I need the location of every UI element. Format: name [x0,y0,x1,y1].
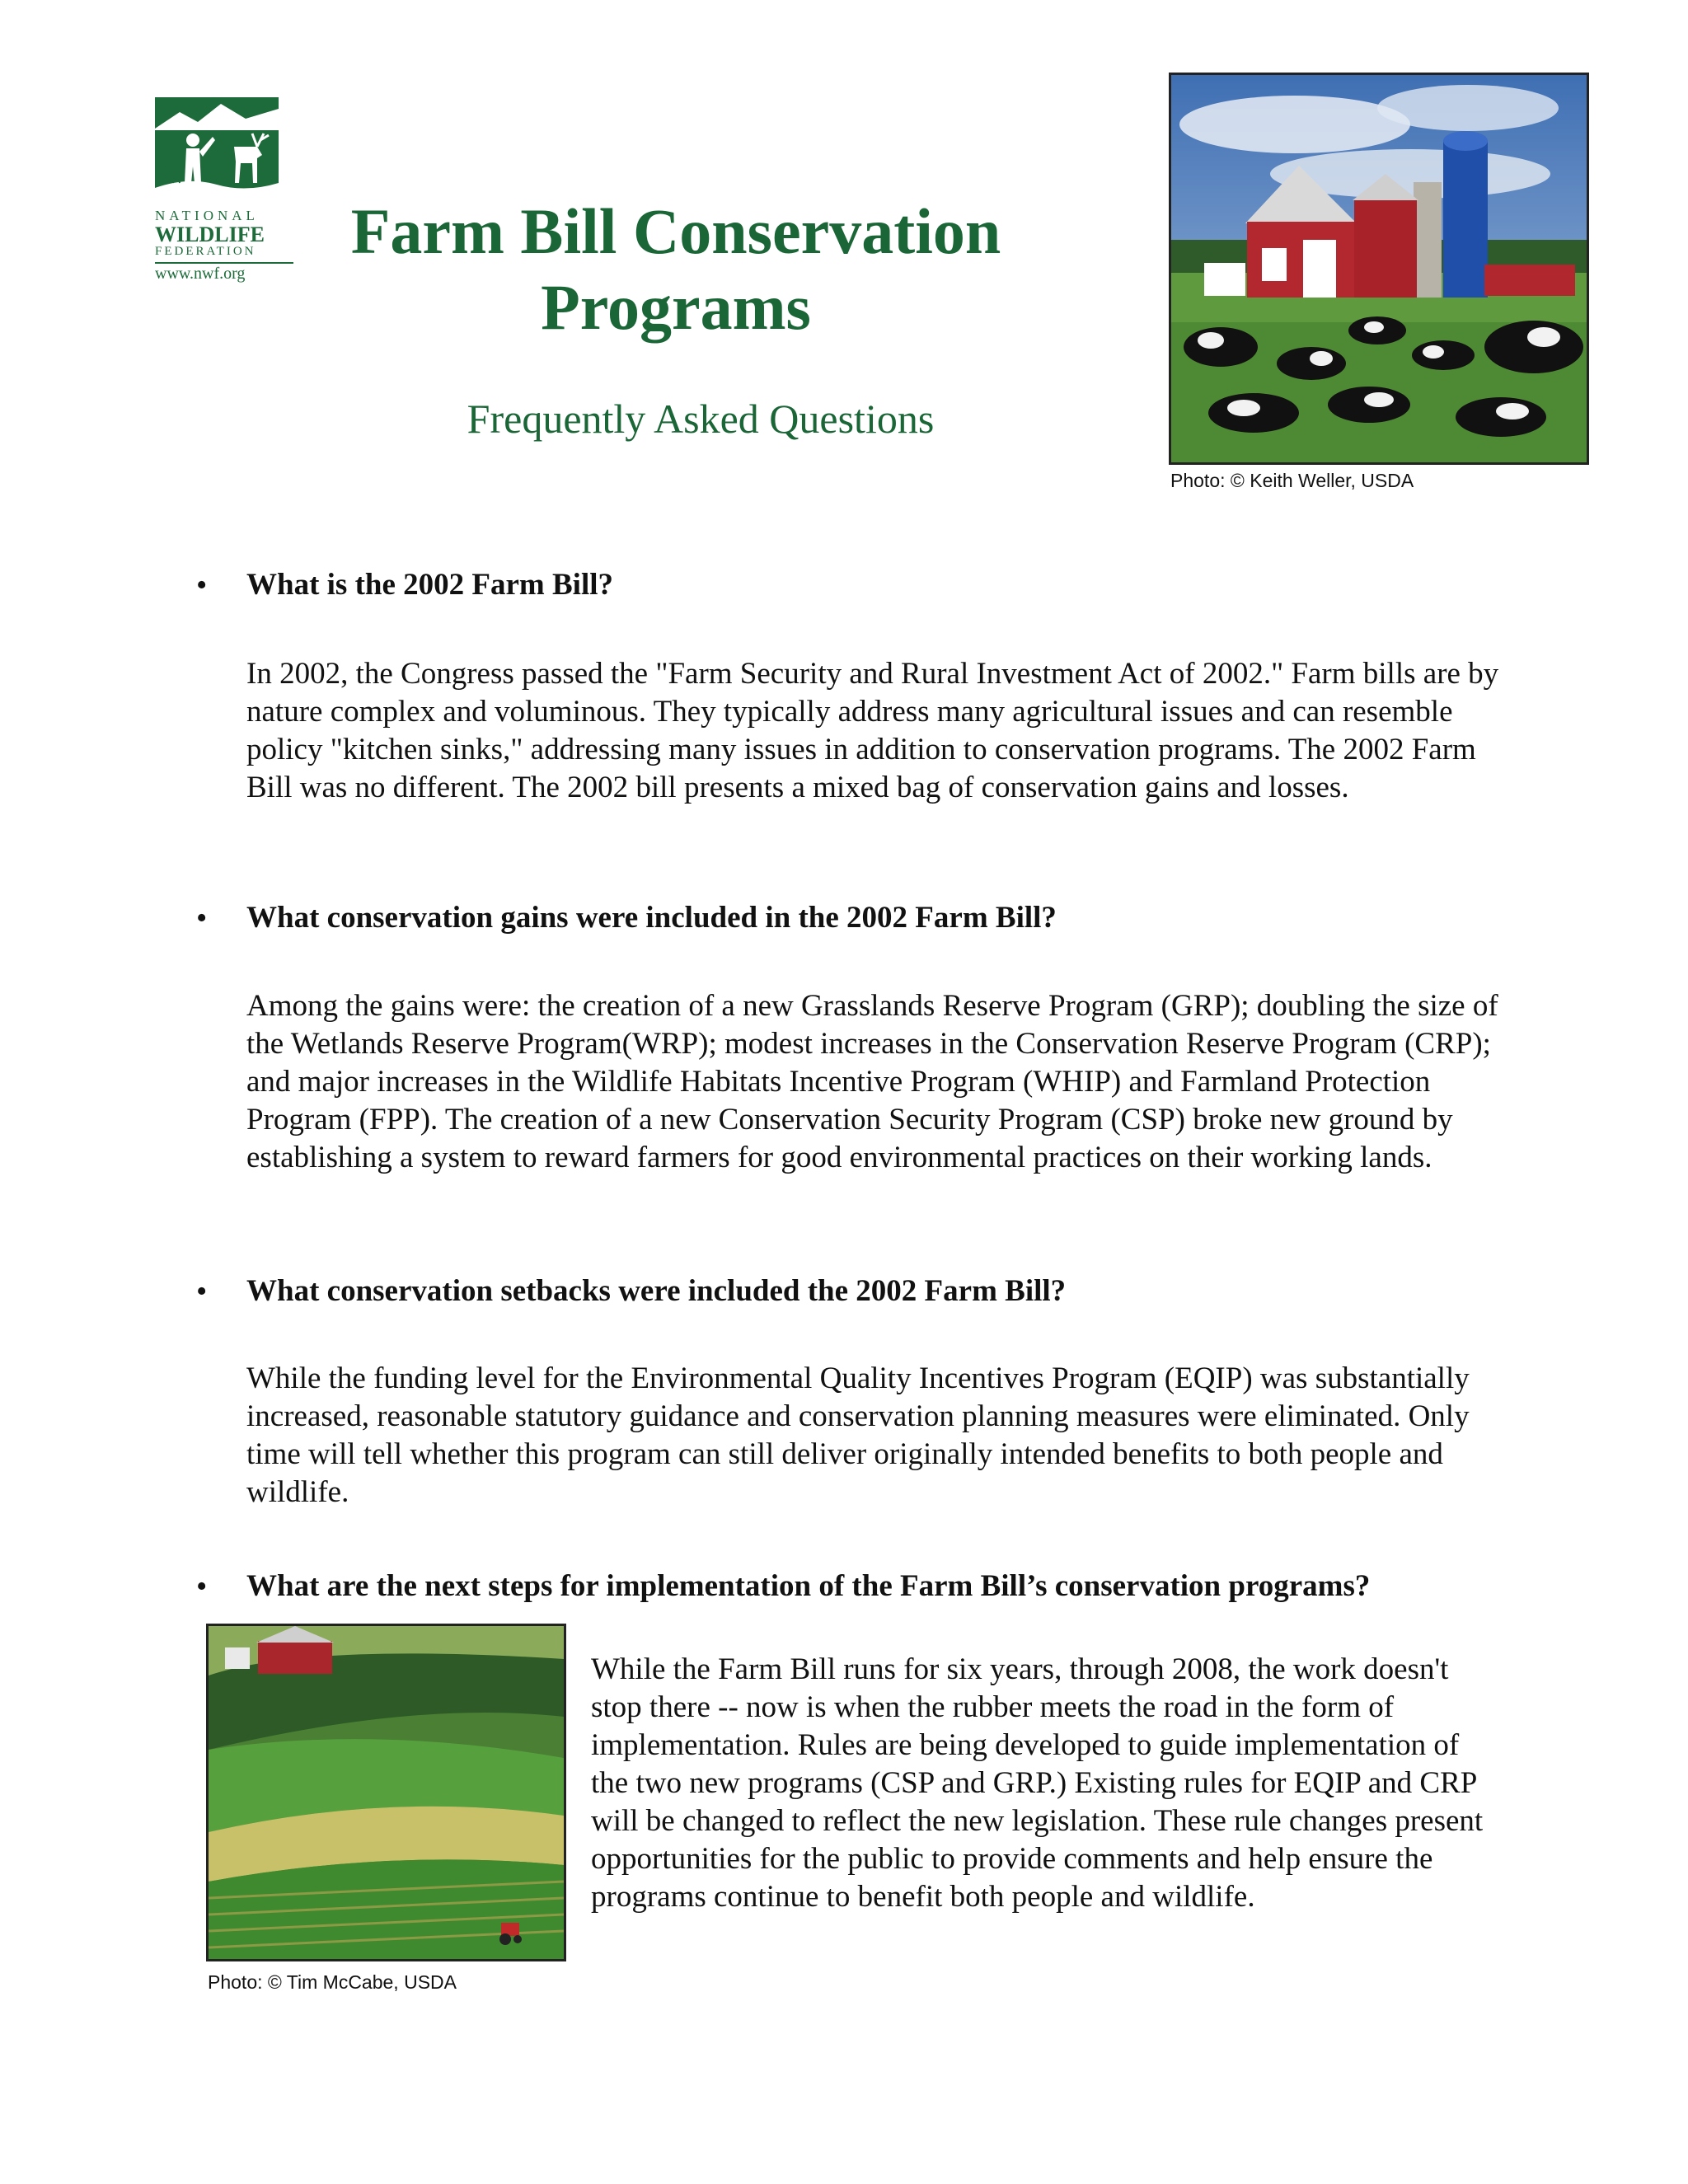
nwf-wordmark [155,209,293,283]
nwf-logo [155,97,293,283]
farm-cows-photo [1169,73,1589,465]
faq-bullet-1: • [196,568,208,602]
faq-bullet-2: • [196,901,208,935]
faq-question-3: What conservation setbacks were included the 2002 Farm Bill? [246,1274,1067,1308]
farm-fields-illustration [209,1626,564,1959]
logo-url: www.nwf.org [155,262,293,283]
faq-answer-1: In 2002, the Congress passed the "Farm Security and Rural Investment Act of 2002." Farm bills are by nature complex and voluminous. They typically address many agricultural issues and can resemble policy "kitchen sinks," addressing many issues in addition to conservation programs. The 2002 Farm Bill was no different. The 2002 bill presents a mixed bag of conservation gains and losses. [246,657,1499,804]
faq-question-4: What are the next steps for implementation of the Farm Bill’s conservation programs? [246,1569,1371,1603]
bottom-photo-caption: Photo: © Tim McCabe, USDA [208,1971,457,1993]
faq-answer-4: While the Farm Bill runs for six years, through 2008, the work doesn't stop there -- now is when the rubber meets the road in the form of implementation. Rules are being developed to guide implementation of the two new programs (CSP and GRP.) Existing rules for EQIP and CRP will be changed to reflect the new legislation. These rule changes present opportunities for the public to provide comments and help ensure the programs continue to benefit both people and wildlife. [591,1652,1484,1914]
faq-bullet-4: • [196,1569,208,1604]
top-photo-caption: Photo: © Keith Weller, USDA [1170,470,1414,491]
page-title [313,194,1039,345]
logo-federation: FEDERATION [155,245,256,259]
nwf-logo-mark [155,97,279,199]
page-subtitle: Frequently Asked Questions [467,396,935,442]
faq-question-2: What conservation gains were included in the 2002 Farm Bill? [246,901,1057,935]
faq-question-1: What is the 2002 Farm Bill? [246,568,614,602]
family-deer-emblem-icon [155,97,279,199]
logo-national: NATIONAL [155,208,259,223]
page-title-line-1: Farm Bill Conservation [350,195,1001,267]
page-title-line-2: Programs [541,271,811,343]
farm-fields-photo [206,1624,566,1961]
faq-answer-2: Among the gains were: the creation of a new Grasslands Reserve Program (GRP); doubling the size of the Wetlands Reserve Program(WRP); modest increases in the Conservation Reserve Program (CRP); and major increases in the Wildlife Habitats Incentive Program (WHIP) and Farmland Protection Program (FPP). The creation of a new Conservation Security Program (CSP) broke new ground by establishing a system to reward farmers for good environmental practices on their working lands. [246,989,1498,1174]
faq-answer-3: While the funding level for the Environmental Quality Incentives Program (EQIP) was substantially increased, reasonable statutory guidance and conservation planning measures were eliminated. Only time will tell whether this program can still deliver originally intended benefits to both people and wildlife. [246,1361,1470,1509]
farm-cows-illustration [1171,75,1587,462]
logo-wildlife: WILDLIFE [155,222,265,246]
faq-bullet-3: • [196,1274,208,1309]
